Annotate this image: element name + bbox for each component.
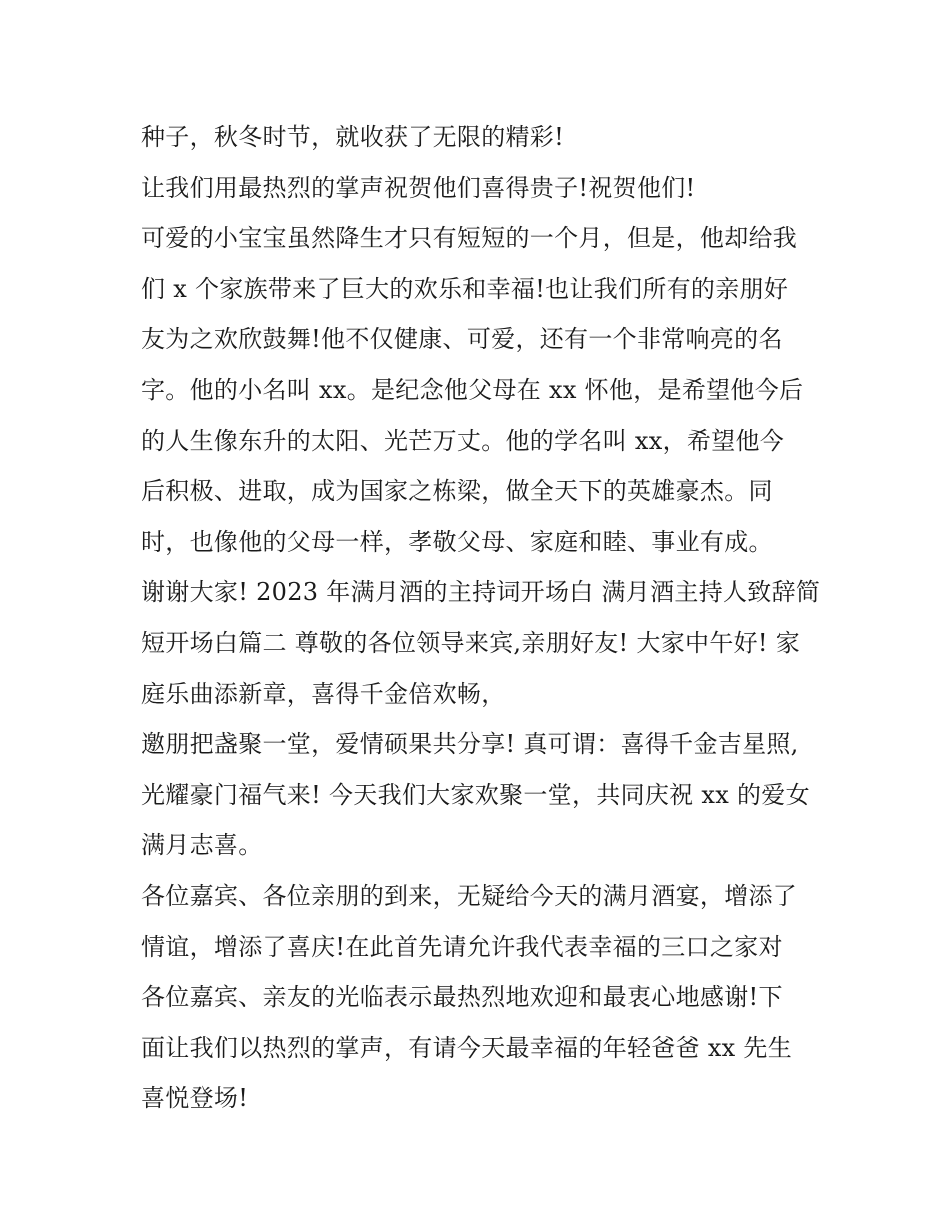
text-line: 让我们用最热烈的掌声祝贺他们喜得贵子!祝贺他们! bbox=[141, 173, 696, 202]
text-line: 庭乐曲添新章，喜得千金倍欢畅， bbox=[141, 679, 506, 708]
text-line: 邀朋把盏聚一堂，爱情硕果共分享! 真可谓：喜得千金吉星照, bbox=[141, 730, 799, 759]
text-line: 短开场白篇二 尊敬的各位领导来宾,亲朋好友! 大家中午好! 家 bbox=[141, 628, 801, 657]
document-page bbox=[141, 112, 841, 1124]
text-line: 时，也像他的父母一样，孝敬父母、家庭和睦、事业有成。 bbox=[141, 527, 773, 556]
text-line: 谢谢大家! 2023 年满月酒的主持词开场白 满月酒主持人致辞简 bbox=[141, 578, 821, 607]
text-line: 友为之欢欣鼓舞!他不仅健康、可爱，还有一个非常响亮的名 bbox=[141, 325, 783, 354]
text-line: 后积极、进取，成为国家之栋梁，做全天下的英雄豪杰。同 bbox=[141, 477, 773, 506]
text-line: 们 x 个家族带来了巨大的欢乐和幸福!也让我们所有的亲朋好 bbox=[141, 274, 789, 303]
text-line: 面让我们以热烈的掌声，有请今天最幸福的年轻爸爸 xx 先生 bbox=[141, 1033, 793, 1062]
text-line: 情谊，增添了喜庆!在此首先请允许我代表幸福的三口之家对 bbox=[141, 932, 783, 961]
text-line: 满月志喜。 bbox=[141, 831, 263, 860]
text-line: 可爱的小宝宝虽然降生才只有短短的一个月，但是，他却给我 bbox=[141, 224, 798, 253]
text-line: 各位嘉宾、各位亲朋的到来，无疑给今天的满月酒宴，增添了 bbox=[141, 881, 798, 910]
text-line: 光耀豪门福气来! 今天我们大家欢聚一堂，共同庆祝 xx 的爱女 bbox=[141, 780, 810, 809]
text-line: 各位嘉宾、亲友的光临表示最热烈地欢迎和最衷心地感谢!下 bbox=[141, 983, 783, 1012]
text-line: 种子，秋冬时节，就收获了无限的精彩! bbox=[141, 123, 565, 151]
text-line: 喜悦登场! bbox=[141, 1084, 249, 1113]
text-line: 的人生像东升的太阳、光芒万丈。他的学名叫 xx，希望他今 bbox=[141, 426, 785, 455]
text-line: 字。他的小名叫 xx。是纪念他父母在 xx 怀他，是希望他今后 bbox=[141, 375, 804, 404]
